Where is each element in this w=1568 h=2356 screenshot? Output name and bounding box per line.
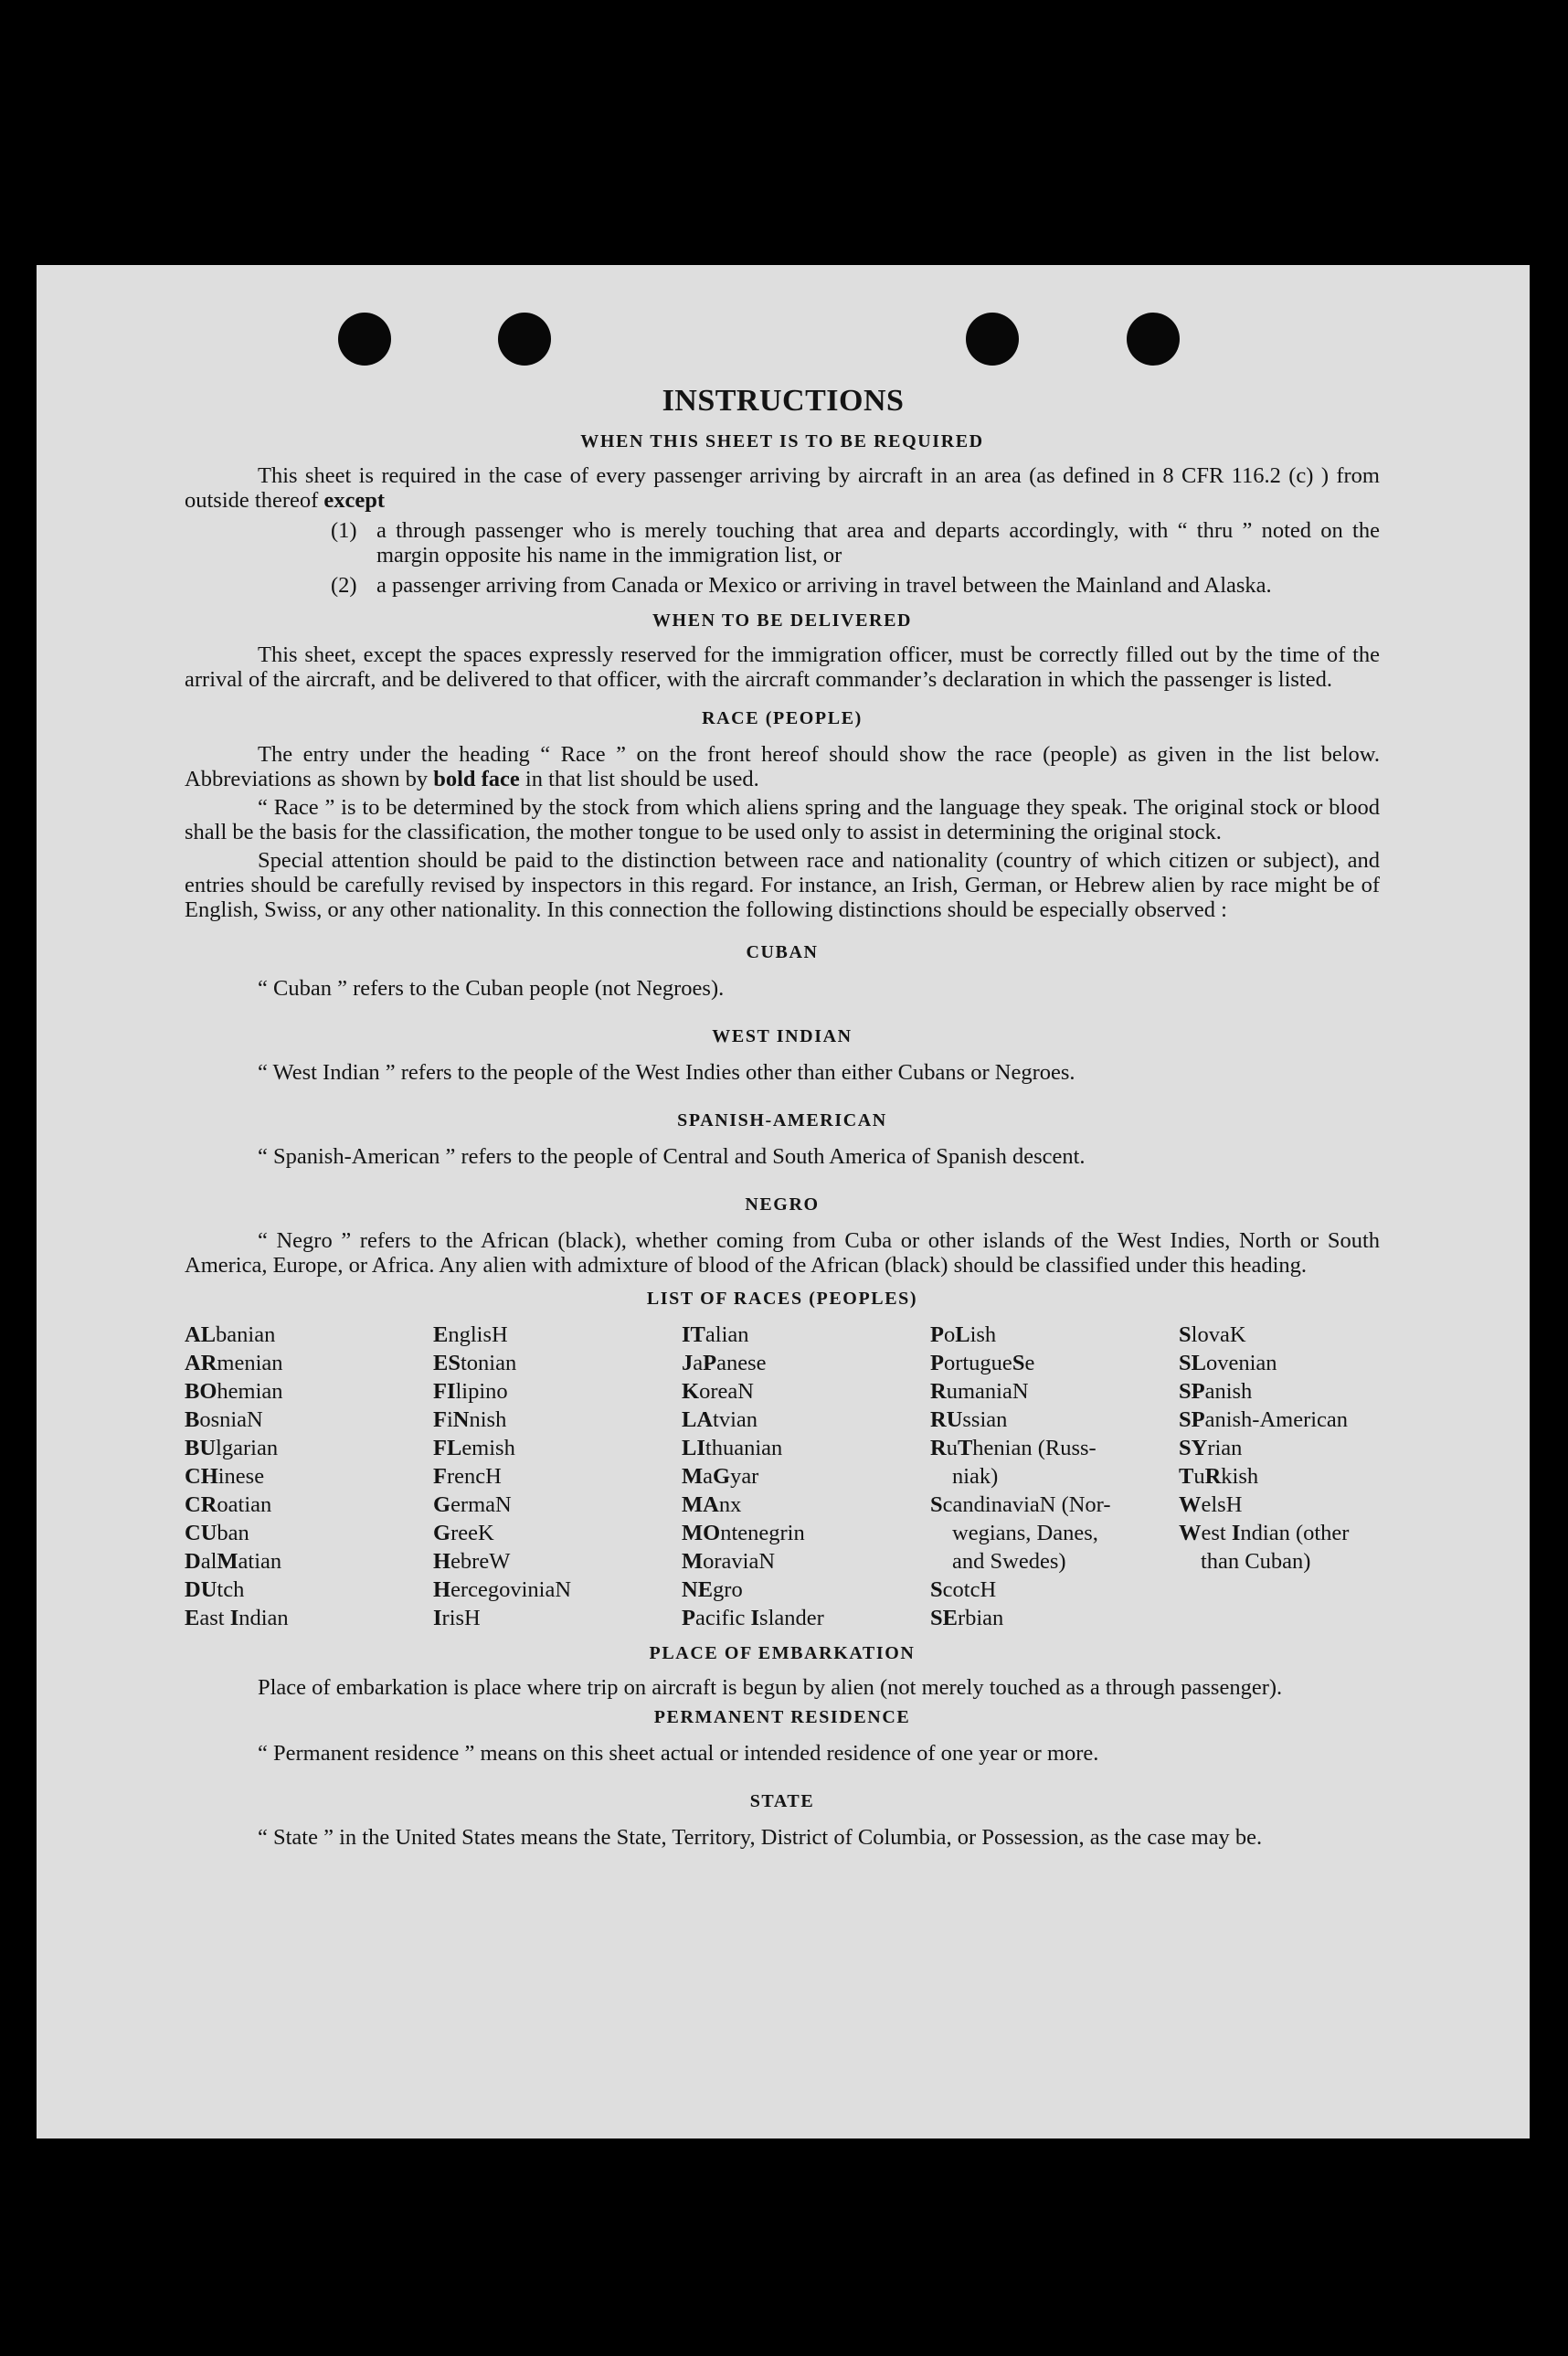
race-entry: and Swedes) [952, 1549, 1066, 1574]
race-entry: wegians, Danes, [952, 1521, 1098, 1545]
race-entry: ITalian [682, 1322, 749, 1347]
section-heading: NEGRO [745, 1194, 820, 1215]
section-heading: STATE [749, 1791, 815, 1811]
list-item-number: (1) [331, 518, 357, 543]
race-entry: JaPanese [682, 1351, 767, 1375]
paragraph: “ Negro ” refers to the African (black), whether coming from Cuba or other islands of the West Indies, North or South America, Europe, or Africa. Any alien with admixture of blood of the African (black) should be classified under this heading. [185, 1228, 1380, 1278]
list-item-text: a through passenger who is merely touching that area and departs accordingly, with “ thru ” noted on the margin opposite his name in the immigration list, or [376, 518, 1380, 568]
race-entry: DalMatian [185, 1549, 282, 1574]
race-entry: RumaniaN [930, 1379, 1029, 1404]
race-entry: ScandinaviaN (Nor- [930, 1492, 1111, 1517]
races-column [185, 1321, 433, 1632]
race-entry: FrencH [433, 1464, 502, 1489]
race-entry: PoLish [930, 1322, 997, 1347]
paragraph [185, 463, 1380, 513]
races-column [433, 1321, 682, 1632]
section-heading: RACE (PEOPLE) [702, 708, 863, 728]
race-entry: Pacific Islander [682, 1606, 824, 1630]
race-entry: West Indian (other [1179, 1521, 1350, 1545]
races-column [682, 1321, 930, 1632]
section-heading: SPANISH-AMERICAN [677, 1110, 887, 1130]
races-column [1179, 1321, 1380, 1632]
paragraph-text: This sheet is required in the case of every passenger arriving by aircraft in an area (as defined in 8 CFR 116.2 (c) ) from outside thereof [185, 463, 1380, 513]
page-title: INSTRUCTIONS [662, 384, 905, 418]
race-entry: EnglisH [433, 1322, 508, 1347]
paragraph-text: The entry under the heading “ Race ” on the front hereof should show the race (people) as given in the list below. Abbreviations as shown by [185, 742, 1380, 791]
paragraph [185, 742, 1380, 791]
paragraph: Special attention should be paid to the distinction between race and nationality (country of which citizen or subject), and entries should be carefully revised by inspectors in this regard. For instance, an Irish, German, or Hebrew alien by race might be of English, Swiss, or any other nationality. In this connection the following distinctions should be especially observed : [185, 848, 1380, 922]
list-item-text: a passenger arriving from Canada or Mexico or arriving in travel between the Mainland and Alaska. [376, 573, 1272, 598]
race-entry: TuRkish [1179, 1464, 1259, 1489]
paragraph: “ West Indian ” refers to the people of the West Indies other than either Cubans or Negroes. [258, 1060, 1075, 1085]
race-entry: HercegoviniaN [433, 1577, 572, 1602]
paragraph: “ Spanish-American ” refers to the people of Central and South America of Spanish descent. [258, 1144, 1086, 1169]
paragraph-bold-text: except [323, 488, 386, 513]
race-entry: BOhemian [185, 1379, 283, 1404]
race-entry: KoreaN [682, 1379, 754, 1404]
section-heading: LIST OF RACES (PEOPLES) [646, 1289, 918, 1309]
paragraph: “ State ” in the United States means the State, Territory, District of Columbia, or Possession, as the case may be. [258, 1825, 1263, 1850]
section-heading: PLACE OF EMBARKATION [649, 1643, 916, 1663]
punch-hole [966, 313, 1019, 366]
race-entry: MoraviaN [682, 1549, 776, 1574]
races-table [185, 1321, 1380, 1632]
race-entry: BosniaN [185, 1407, 263, 1432]
race-entry: CUban [185, 1521, 249, 1545]
race-entry: GermaN [433, 1492, 512, 1517]
race-entry: SlovaK [1179, 1322, 1246, 1347]
race-entry: ARmenian [185, 1351, 283, 1375]
race-entry: FLemish [433, 1436, 515, 1460]
race-entry: NEgro [682, 1577, 743, 1602]
race-entry: SYrian [1179, 1436, 1243, 1460]
paragraph: Place of embarkation is place where trip on aircraft is begun by alien (not merely touched as a through passenger). [258, 1675, 1283, 1700]
race-entry: RUssian [930, 1407, 1008, 1432]
race-entry: SErbian [930, 1606, 1004, 1630]
race-entry: IrisH [433, 1606, 481, 1630]
list-item [331, 518, 1380, 568]
race-entry: GreeK [433, 1521, 494, 1545]
paragraph: “ Permanent residence ” means on this sheet actual or intended residence of one year or more. [258, 1741, 1099, 1766]
race-entry: PortugueSe [930, 1351, 1035, 1375]
section-heading: WHEN THIS SHEET IS TO BE REQUIRED [580, 431, 984, 451]
punch-hole [338, 313, 391, 366]
race-entry: WelsH [1179, 1492, 1243, 1517]
document-page [37, 265, 1530, 2138]
list-item-number: (2) [331, 573, 357, 598]
race-entry: MAnx [682, 1492, 742, 1517]
race-entry: MaGyar [682, 1464, 759, 1489]
list-item [331, 573, 1380, 598]
race-entry: than Cuban) [1201, 1549, 1311, 1574]
instructions-body [185, 430, 1380, 1850]
paragraph: “ Race ” is to be determined by the stock from which aliens spring and the language they speak. The original stock or blood shall be the basis for the classification, the mother tongue to be used only to assist in determining the original stock. [185, 795, 1380, 844]
race-entry: FiNnish [433, 1407, 507, 1432]
race-entry: BUlgarian [185, 1436, 279, 1460]
race-entry: EStonian [433, 1351, 517, 1375]
race-entry: niak) [952, 1464, 999, 1489]
race-entry: SPanish-American [1179, 1407, 1349, 1432]
race-entry: SLovenian [1179, 1351, 1277, 1375]
race-entry: MOntenegrin [682, 1521, 805, 1545]
section-heading: PERMANENT RESIDENCE [653, 1707, 911, 1727]
race-entry: LAtvian [682, 1407, 758, 1432]
race-entry: East Indian [185, 1606, 289, 1630]
race-entry: SPanish [1179, 1379, 1253, 1404]
section-heading: CUBAN [746, 942, 819, 962]
paragraph-text: in that list should be used. [524, 767, 759, 791]
race-entry: CHinese [185, 1464, 265, 1489]
race-entry: RuThenian (Russ- [930, 1436, 1097, 1460]
punch-hole [498, 313, 551, 366]
paragraph: “ Cuban ” refers to the Cuban people (not Negroes). [258, 976, 725, 1001]
race-entry: ScotcH [930, 1577, 997, 1602]
race-entry: DUtch [185, 1577, 245, 1602]
race-entry: ALbanian [185, 1322, 276, 1347]
section-heading: WEST INDIAN [712, 1026, 853, 1046]
races-column [930, 1321, 1179, 1632]
race-entry: HebreW [433, 1549, 511, 1574]
paragraph-bold-text: bold face [433, 767, 520, 791]
race-entry: LIthuanian [682, 1436, 783, 1460]
race-entry: FIlipino [433, 1379, 508, 1404]
punch-hole [1127, 313, 1180, 366]
race-entry: CRoatian [185, 1492, 272, 1517]
paragraph: This sheet, except the spaces expressly reserved for the immigration officer, must be correctly filled out by the time of the arrival of the aircraft, and be delivered to that officer, with the aircraft commander’s declaration in which the passenger is listed. [185, 642, 1380, 692]
section-heading: WHEN TO BE DELIVERED [652, 610, 913, 631]
